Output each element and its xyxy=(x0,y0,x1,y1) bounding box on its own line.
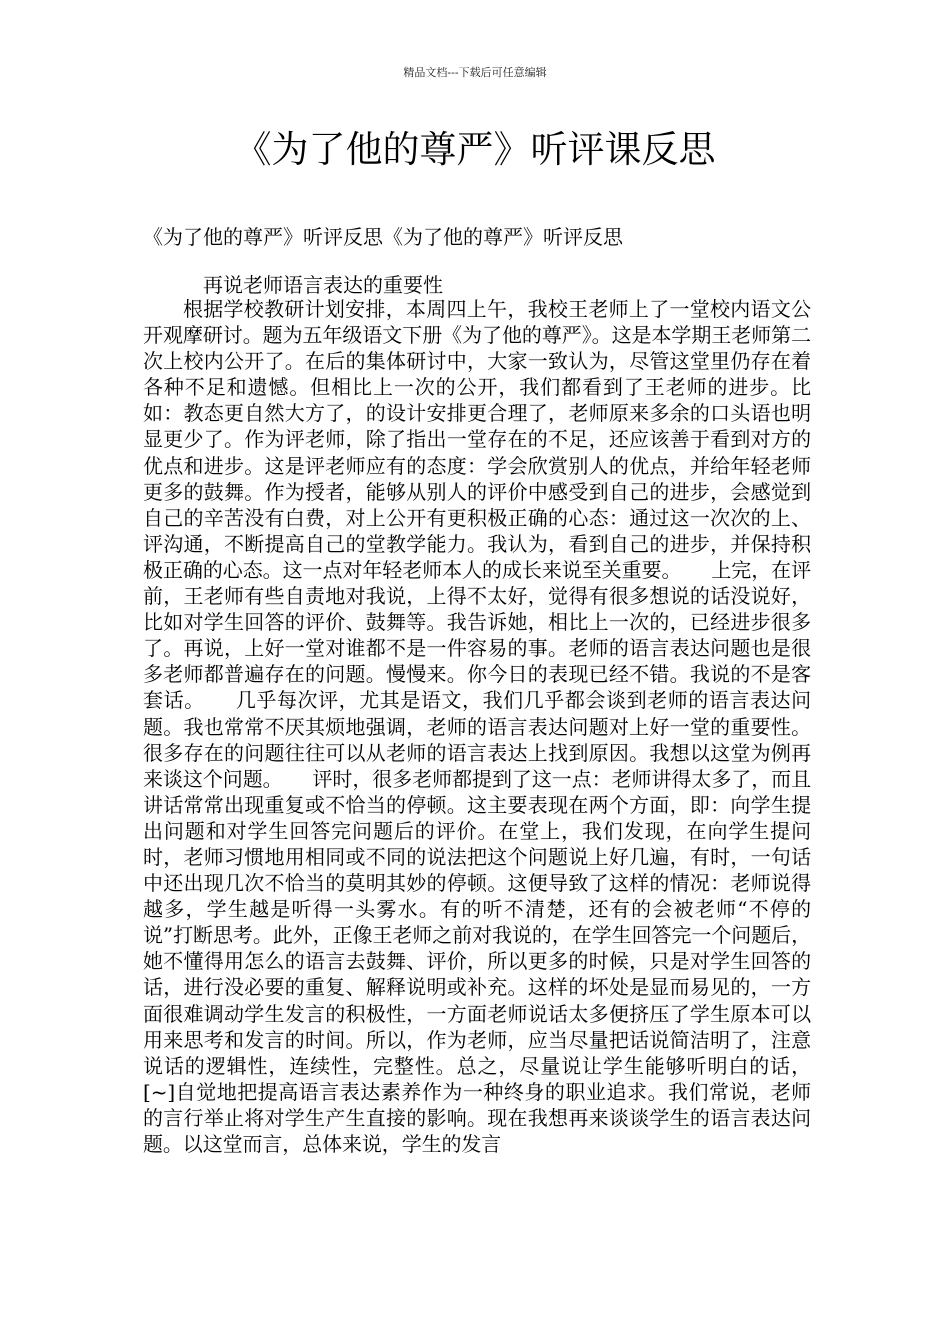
page-header: 精品文档---下载后可任意编辑 xyxy=(403,66,547,79)
section-heading: 再说老师语言表达的重要性 xyxy=(203,273,443,297)
document-title: 《为了他的尊严》听评课反思 xyxy=(234,128,716,171)
document-subtitle: 《为了他的尊严》听评反思《为了他的尊严》听评反思 xyxy=(143,225,623,249)
body-paragraph: 根据学校教研计划安排，本周四上午，我校王老师上了一堂校内语文公开观摩研讨。题为五年级语文下册《为了他的尊严》。这是本学期王老师第二次上校内公开了。在后的集体研讨中，大家一致认为，尽管这堂里仍存在着各种不足和遗憾。但相比上一次的公开，我们都看到了王老师的进步。比如：教态更自然大方了，的设计安排更合理了，老师原来多余的口头语也明显更少了。作为评老师，除了指出一堂存在的不足，还应该善于看到对方的优点和进步。这是评老师应有的态度：学会欣赏别人的优点，并给年轻老师更多的鼓舞。作为授者，能够从别人的评价中感受到自己的进步，会感觉到自己的辛苦没有白费，对上公开有更积极正确的心态：通过这一次次的上、评沟通，不断提高自己的堂教学能力。我认为，看到自己的进步，并保持积极正确的心态。这一点对年轻老师本人的成长来说至关重要。 上完，在评前，王老师有些自责地对我说，上得不太好，觉得有很多想说的话没说好，比如对学生回答的评价、鼓舞等。我告诉她，相比上一次的，已经进步很多了。再说，上好一堂对谁都不是一件容易的事。老师的语言表达问题也是很多老师都普遍存在的问题。慢慢来。你今日的表现已经不错。我说的不是客套话。 几乎每次评，尤其是语文，我们几乎都会谈到老师的语言表达问题。我也常常不厌其烦地强调，老师的语言表达问题对上好一堂的重要性。很多存在的问题往往可以从老师的语言表达上找到原因。我想以这堂为例再来谈这个问题。 评时，很多老师都提到了这一点：老师讲得太多了，而且讲话常常出现重复或不恰当的停顿。这主要表现在两个方面，即：向学生提出问题和对学生回答完问题后的评价。在堂上，我们发现，在向学生提问时，老师习惯地用相同或不同的说法把这个问题说上好几遍，有时，一句话中还出现几次不恰当的莫明其妙的停顿。这便导致了这样的情况：老师说得越多，学生越是听得一头雾水。有的听不清楚，还有的会被老师“不停的说”打断思考。此外，正像王老师之前对我说的，在学生回答完一个问题后，她不懂得用怎么的语言去鼓舞、评价，所以更多的时候，只是对学生回答的话，进行没必要的重复、解释说明或补充。这样的坏处是显而易见的，一方面很难调动学生发言的积极性，一方面老师说话太多便挤压了学生原本可以用来思考和发言的时间。所以，作为老师，应当尽量把话说简洁明了，注意说话的逻辑性，连续性，完整性。总之，尽量说让学生能够听明白的话，[~]自觉地把提高语言表达素养作为一种终身的职业追求。我们常说，老师的言行举止将对学生产生直接的影响。现在我想再来谈谈学生的语言表达问题。以这堂而言，总体来说，学生的发言 xyxy=(143,297,811,1156)
